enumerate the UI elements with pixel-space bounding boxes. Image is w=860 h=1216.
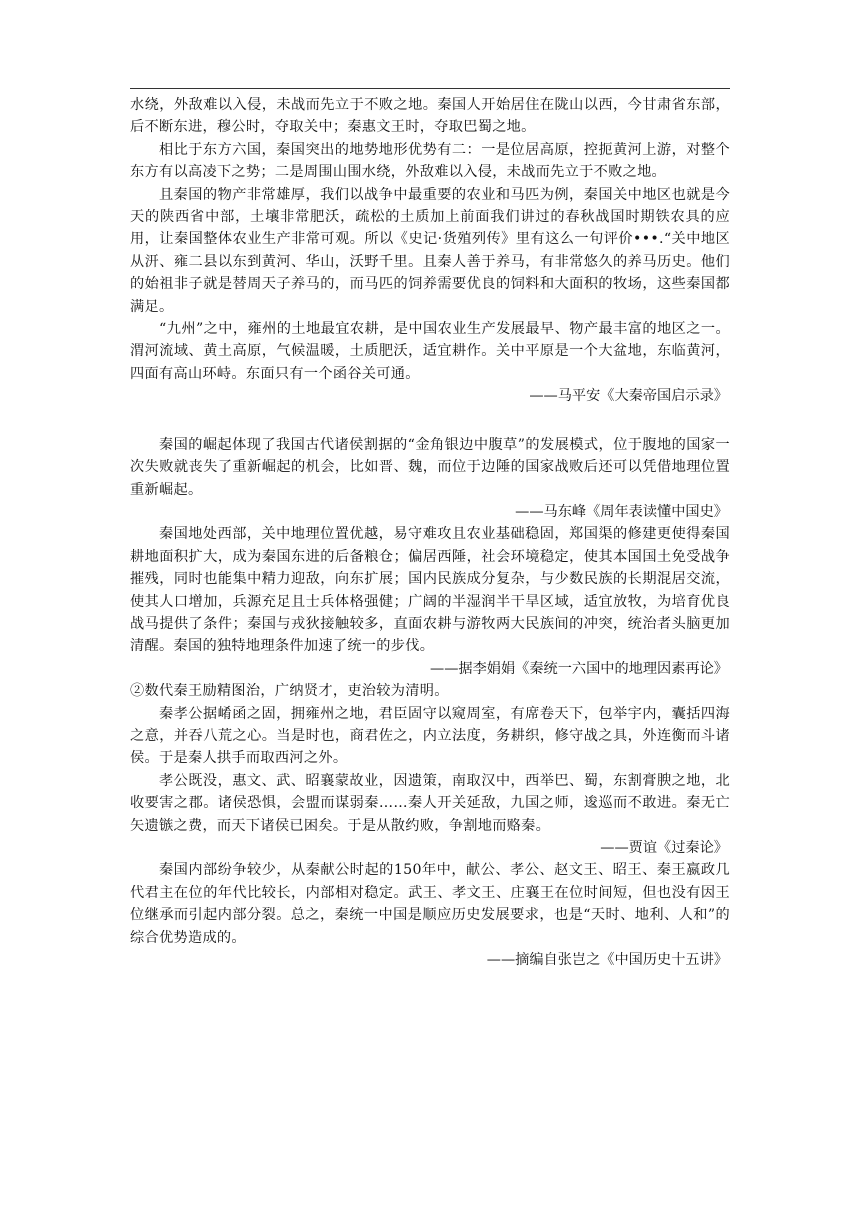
source-jia-yi: ——贾谊《过秦论》 (600, 840, 728, 856)
source-zhang-qizhi: ——摘编自张岂之《中国历史十五讲》 (486, 952, 728, 969)
paragraph-agriculture-horses: 且秦国的物产非常雄厚，我们以战争中最重要的农业和马匹为例，秦国关中地区也就是今天的陕西省中部，土壤非常肥沃，疏松的土质加上前面我们讲过的春秋战国时期铁农具的应用，让秦国整体农业生产非常可观。所以《史记·货殖列传》里有这么一句评价•••.“关中地区从汧、雍二县以东到黄河、华山，沃野千里。且秦人善于养马，有非常悠久的养马历史。他们的始祖非子就是替周天子养马的，而马匹的饲养需要优良的饲料和大面积的牧场，这些秦国都满足。 (130, 186, 730, 315)
quote-internal-stability: 秦国内部纷争较少，从秦献公时起的150年中，献公、孝公、赵文王、昭王、秦王嬴政几代君主在位的年代比较长，内部相对稳定。武王、孝文王、庄襄王在位时间短，但也没有因王位继承而引起内部分裂。总之，秦统一中国是顺应历史发展要求，也是“天时、地利、人和”的综合优势造成的。 (130, 862, 730, 946)
quote-geographic-factors: 秦国地处西部，关中地理位置优越，易守难攻且农业基础稳固，郑国渠的修建更使得秦国耕地面积扩大，成为秦国东进的后备粮仓；偏居西陲，社会环境稳定，使其本国国土免受战争摧残，同时也能集中精力迎敌，向东扩展；国内民族成分复杂，与少数民族的长期混居交流，使其人口增加，兵源充足且士兵体格强健；广阔的半湿润半干旱区域，适宜放牧，为培育优良战马提供了条件；秦国与戎狄接触较多，直面农耕与游牧两大民族间的冲突，统治者头脑更加清醒。秦国的独特地理条件加速了统一的步伐。 (130, 526, 730, 655)
quote-yongzhou: “九州”之中，雍州的土地最宜农耕，是中国农业生产发展最早、物产最丰富的地区之一。渭河流域、黄土高原，气候温暖，土质肥沃，适宜耕作。关中平原是一个大盆地，东临黄河，四面有高山环峙。东面只有一个函谷关可通。 (130, 321, 730, 382)
quote-guoqinlun-2: 孝公既没，惠文、武、昭襄蒙故业，因遗策，南取汉中，西举巴、蜀，东割膏腴之地，北收要害之郡。诸侯恐惧，会盟而谋弱秦……秦人开关延敌，九国之师，逡巡而不敢进。秦无亡矢遗镞之费，而天下诸侯已困矣。于是从散约败，争割地而赂秦。 (130, 772, 730, 834)
quote-border-development: 秦国的崛起体现了我国古代诸侯割据的“金角银边中腹草”的发展模式，位于腹地的国家一次失败就丧失了重新崛起的机会，比如晋、魏，而位于边陲的国家战败后还可以凭借地理位置重新崛起。 (130, 436, 730, 498)
quote-guoqinlun-1: 秦孝公据崤函之固，拥雍州之地，君臣固守以窥周室，有席卷天下，包举宇内，囊括四海之意，并吞八荒之心。当是时也，商君佐之，内立法度，务耕织，修守战之具，外连衡而斗诸侯。于是秦人拱手而取西河之外。 (130, 705, 730, 767)
source-ma-pingan: ——马平安《大秦帝国启示录》 (529, 388, 728, 405)
source-li-juanjuan: ——据李娟娟《秦统一六国中的地理因素再论》 (430, 660, 728, 677)
document-page (130, 88, 730, 971)
paragraph-terrain-advantages: 相比于东方六国，秦国突出的地势地形优势有二：一是位居高原，控扼黄河上游，对整个东方有以高凌下之势；二是周围山围水绕，外敌难以入侵，未战而先立于不败之地。 (130, 141, 730, 181)
header-rule (130, 88, 730, 89)
section-gap (130, 408, 730, 434)
point-two-heading: ②数代秦王励精图治，广纳贤才，吏治较为清明。 (130, 683, 449, 700)
paragraph-terrain-continued: 水绕，外敌难以入侵，未战而先立于不败之地。秦国人开始居住在陇山以西，今甘肃省东部，后不断东进，穆公时，夺取关中；秦惠文王时，夺取巴蜀之地。 (130, 97, 730, 136)
source-ma-dongfeng: ——马东峰《周年表读懂中国史》 (515, 503, 728, 520)
